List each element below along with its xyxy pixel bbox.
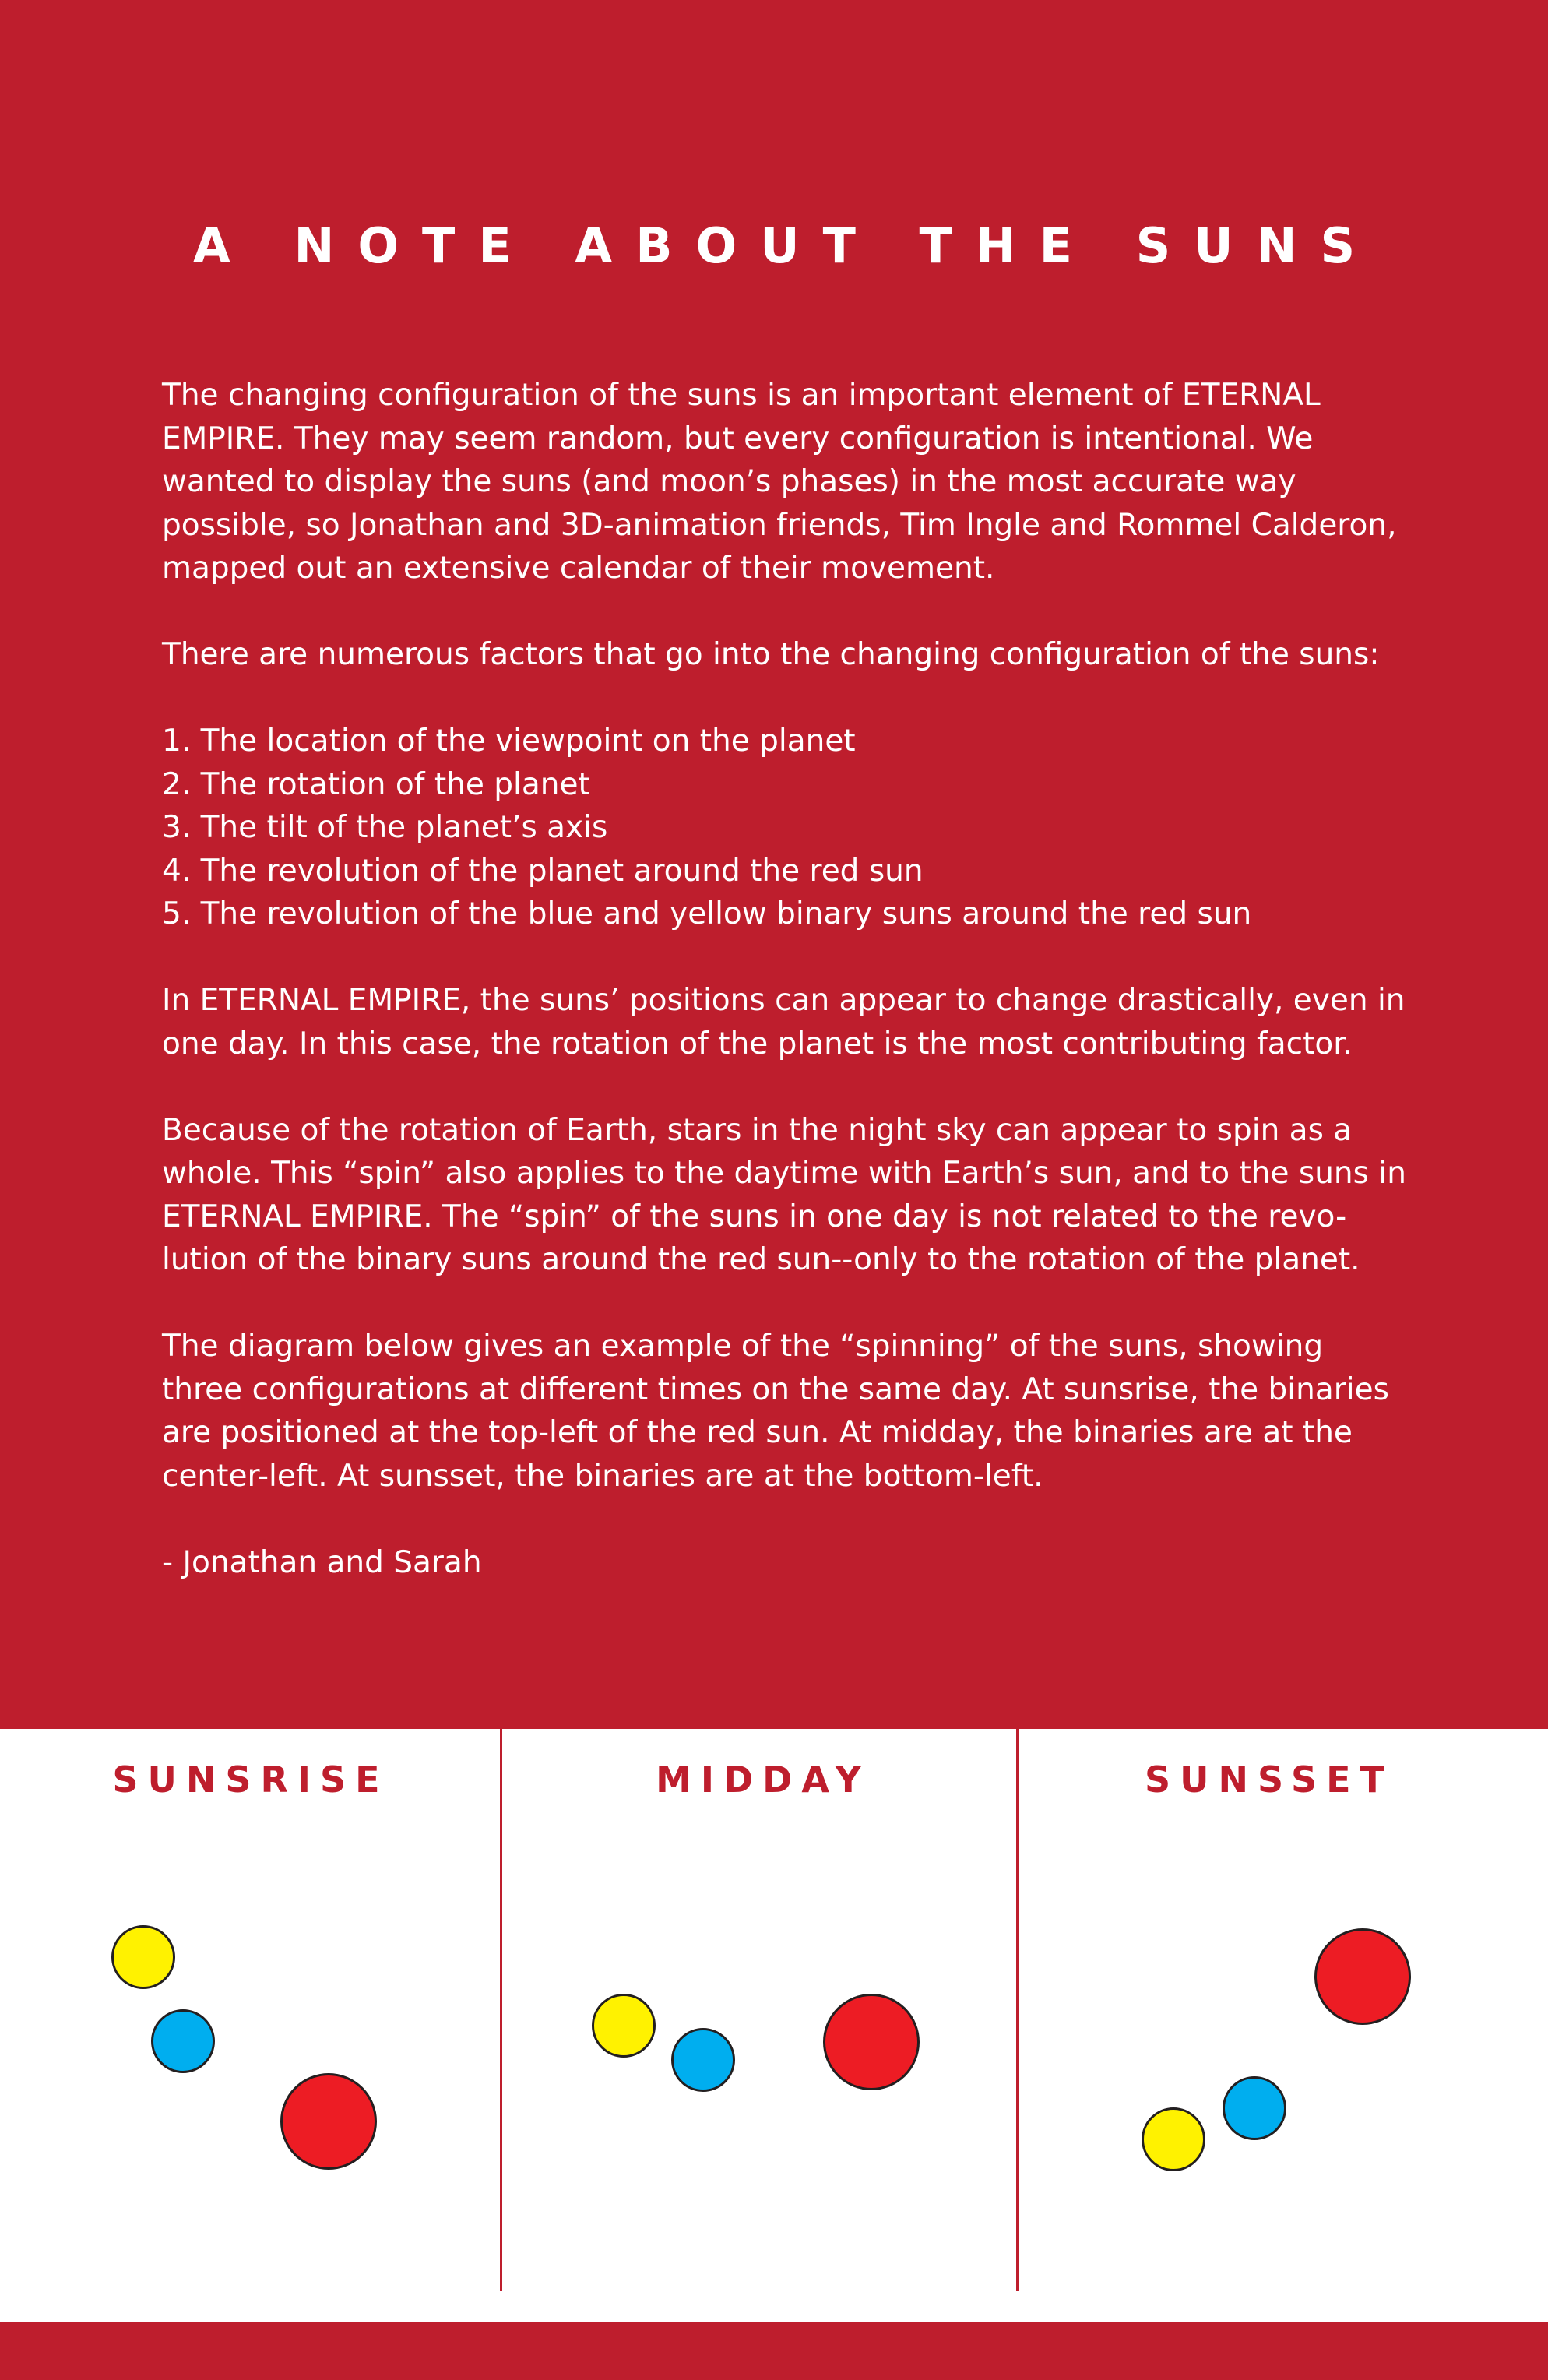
signoff: - Jonathan and Sarah — [162, 1544, 482, 1580]
red-sun — [823, 1994, 920, 2090]
factor-list — [162, 720, 1408, 936]
list-item: 5. The revolution of the blue and yellow binary suns around the red sun — [162, 896, 1252, 931]
paragraph: In ETERNAL EMPIRE, the suns’ positions can appear to change drastically, even in one day. In this case, the rotation of the planet is the most contributing factor. — [162, 983, 1406, 1061]
paragraph: The diagram below gives an example of the “spinning” of the suns, showing three configurations at different times on the same day. At sunsrise, the binaries are positioned at the top-left of the red sun. At midday, the binaries are at the center-left. At sunsset, the binaries are at the bottom-left. — [162, 1329, 1389, 1494]
yellow-sun — [111, 1925, 175, 1989]
bottom-band — [0, 2322, 1548, 2380]
list-item: 1. The location of the viewpoint on the planet — [162, 724, 856, 759]
list-item: 4. The revolution of the planet around the red sun — [162, 853, 924, 889]
paragraph: There are numerous factors that go into the changing configuration of the suns: — [162, 637, 1380, 672]
page-title: A NOTE ABOUT THE SUNS — [192, 217, 1379, 274]
blue-sun — [671, 2028, 735, 2092]
suns-diagram — [0, 1729, 1548, 2322]
yellow-sun — [592, 1994, 656, 2058]
blue-sun — [1223, 2076, 1286, 2140]
panel-label-sunsset: SUNSSET — [1145, 1759, 1394, 1801]
yellow-sun — [1142, 2107, 1205, 2171]
list-item: 2. The rotation of the planet — [162, 766, 590, 802]
panel-label-midday: MIDDAY — [656, 1759, 871, 1801]
paragraph: The changing configuration of the suns is an important element of ETERNAL EMPIRE. They may seem random, but every configuration is intentional. We wanted to display the suns (and moon’s phases) in the most accurate way possible, so Jonathan and 3D-animation friends, Tim Ingle and Rommel Calderon, mapped out an extensive calendar of their movement. — [162, 378, 1397, 586]
paragraph: Because of the rotation of Earth, stars in the night sky can appear to spin as a whole. This “spin” also applies to the daytime with Earth’s sun, and to the suns in ETERNAL EMPIRE. The “spin” of the suns in one day is not related to the revo-lution of the binary suns around the red sun--only to the rotation of the planet. — [162, 1112, 1406, 1277]
red-sun — [280, 2073, 377, 2170]
panel-divider — [1016, 1729, 1019, 2291]
panel-divider — [500, 1729, 502, 2291]
note-body — [162, 374, 1408, 1628]
list-item: 3. The tilt of the planet’s axis — [162, 810, 608, 845]
blue-sun — [151, 2009, 215, 2073]
panel-label-sunsrise: SUNSRISE — [112, 1759, 389, 1801]
red-sun — [1314, 1928, 1411, 2025]
